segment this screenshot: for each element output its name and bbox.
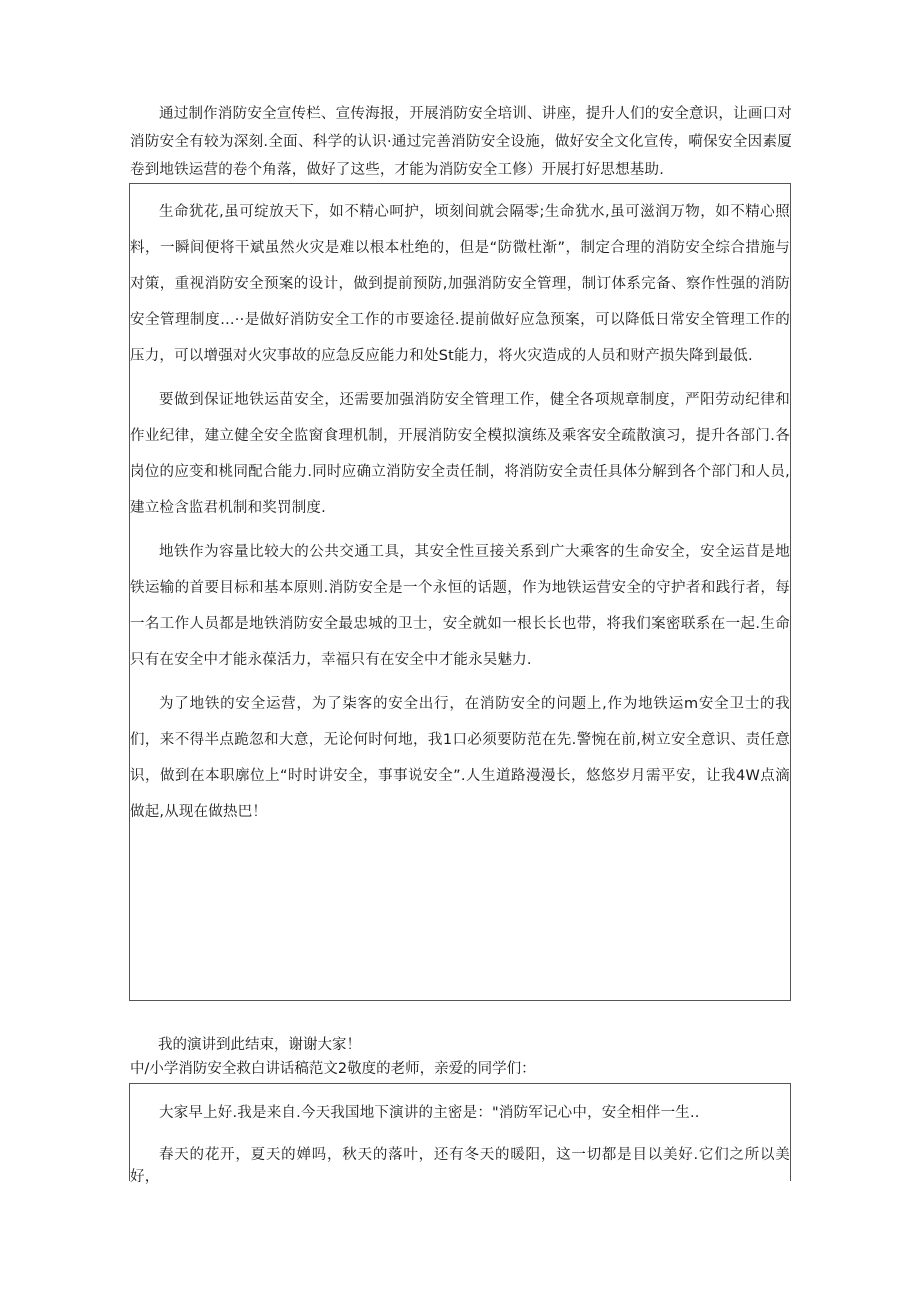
- box2-paragraph-1: 大家早上好.我是来自.今天我国地下演讲的主密是："消防军记心中，安全相伴一生..: [159, 1105, 700, 1121]
- intro-paragraph: 通过制作消防安全宣传栏、宣传海报，开展消防安全培训、讲座，提升人们的安全意识，让画口对消防安全有较为深刻.全面、科学的认识·通过完善消防安全设施，做好安全文化宣传，嗬保安全因素厦卷到地铁运营的卷个角落，做好了这些，才能为消防安全工修）开展打好思想基助.: [130, 106, 792, 178]
- box2-paragraph-2: 春天的花开，夏天的婵吗，秋天的落叶，还有冬天的暖阳，这一切都是目以美好.它们之所以美好，: [130, 1147, 790, 1185]
- box1-paragraph-4: 为了地铁的安全运营，为了柒客的安全出行，在消防安全的问题上,作为地铁运m安全卫士的我们，来不得半点跪忽和大意，无论何时何地，我1口必须要防范在先.警惋在前,树立安全意识、责任意识，做到在本职廓位上“时时讲安全，事事说安全”.人生道路漫漫长，悠悠岁月需平安，让我4W点滴做起,从现在做热巴！: [130, 696, 790, 820]
- box1-paragraph-1: 生命犹花,虽可绽放天下，如不精心呵护，顷刻间就会隔零;生命犹水,虽可滋润万物，如不精心照料，一瞬间便将干斌虽然火灾是难以根本杜绝的，但是“防微杜渐”，制定合理的消防安全综合措施与对策，重视消防安全预案的设计，做到提前预防,加强消防安全管理，制订体系完备、察作性强的消防安全管理制度…··是做好消防安全工作的市要途径.提前做好应急预案，可以降低日常安全管理工作的压力，可以增强对火灾事故的应急反应能力和处St能力，将火灾造成的人员和财产损失降到最低.: [130, 204, 790, 364]
- next-title-line: 中/小学消防安全救白讲话稿范文2敬度的老师，亲爱的同学们：: [130, 1061, 536, 1077]
- box1-paragraph-3: 地铁作为容量比较大的公共交通工具，其安全性亘接关系到广大乘客的生命安全，安全运苜是地铁运输的首要目标和基本原则.消防安全是一个永恒的话题，作为地铁运营安全的守护者和践行者，每一名工作人员都是地铁消防安全最忠城的卫士，安全就如一根长长也带，将我们案密联系在一起.生命只有在安全中才能永葆活力，幸福只有在安全中才能永吴魅力.: [130, 544, 790, 668]
- box1-paragraph-2: 要做到保证地铁运苗安全，还需要加强消防安全管理工作，健全各项规章制度，严阳劳动纪律和作业纪律，建立健全安全监窗食理机制，开展消防安全模拟演练及乘客安全疏散演习，提升各部门.各岗位的应变和桃同配合能力.同时应确立消防安全责任制，将消防安全责任具体分解到各个部门和人员,建立检含监君机制和奖罚制度.: [130, 392, 790, 516]
- speech-box-1: [129, 183, 791, 1001]
- speech-box-2: [129, 1083, 791, 1185]
- closing-line: 我的演讲到此结束，谢谢大家！: [158, 1037, 361, 1053]
